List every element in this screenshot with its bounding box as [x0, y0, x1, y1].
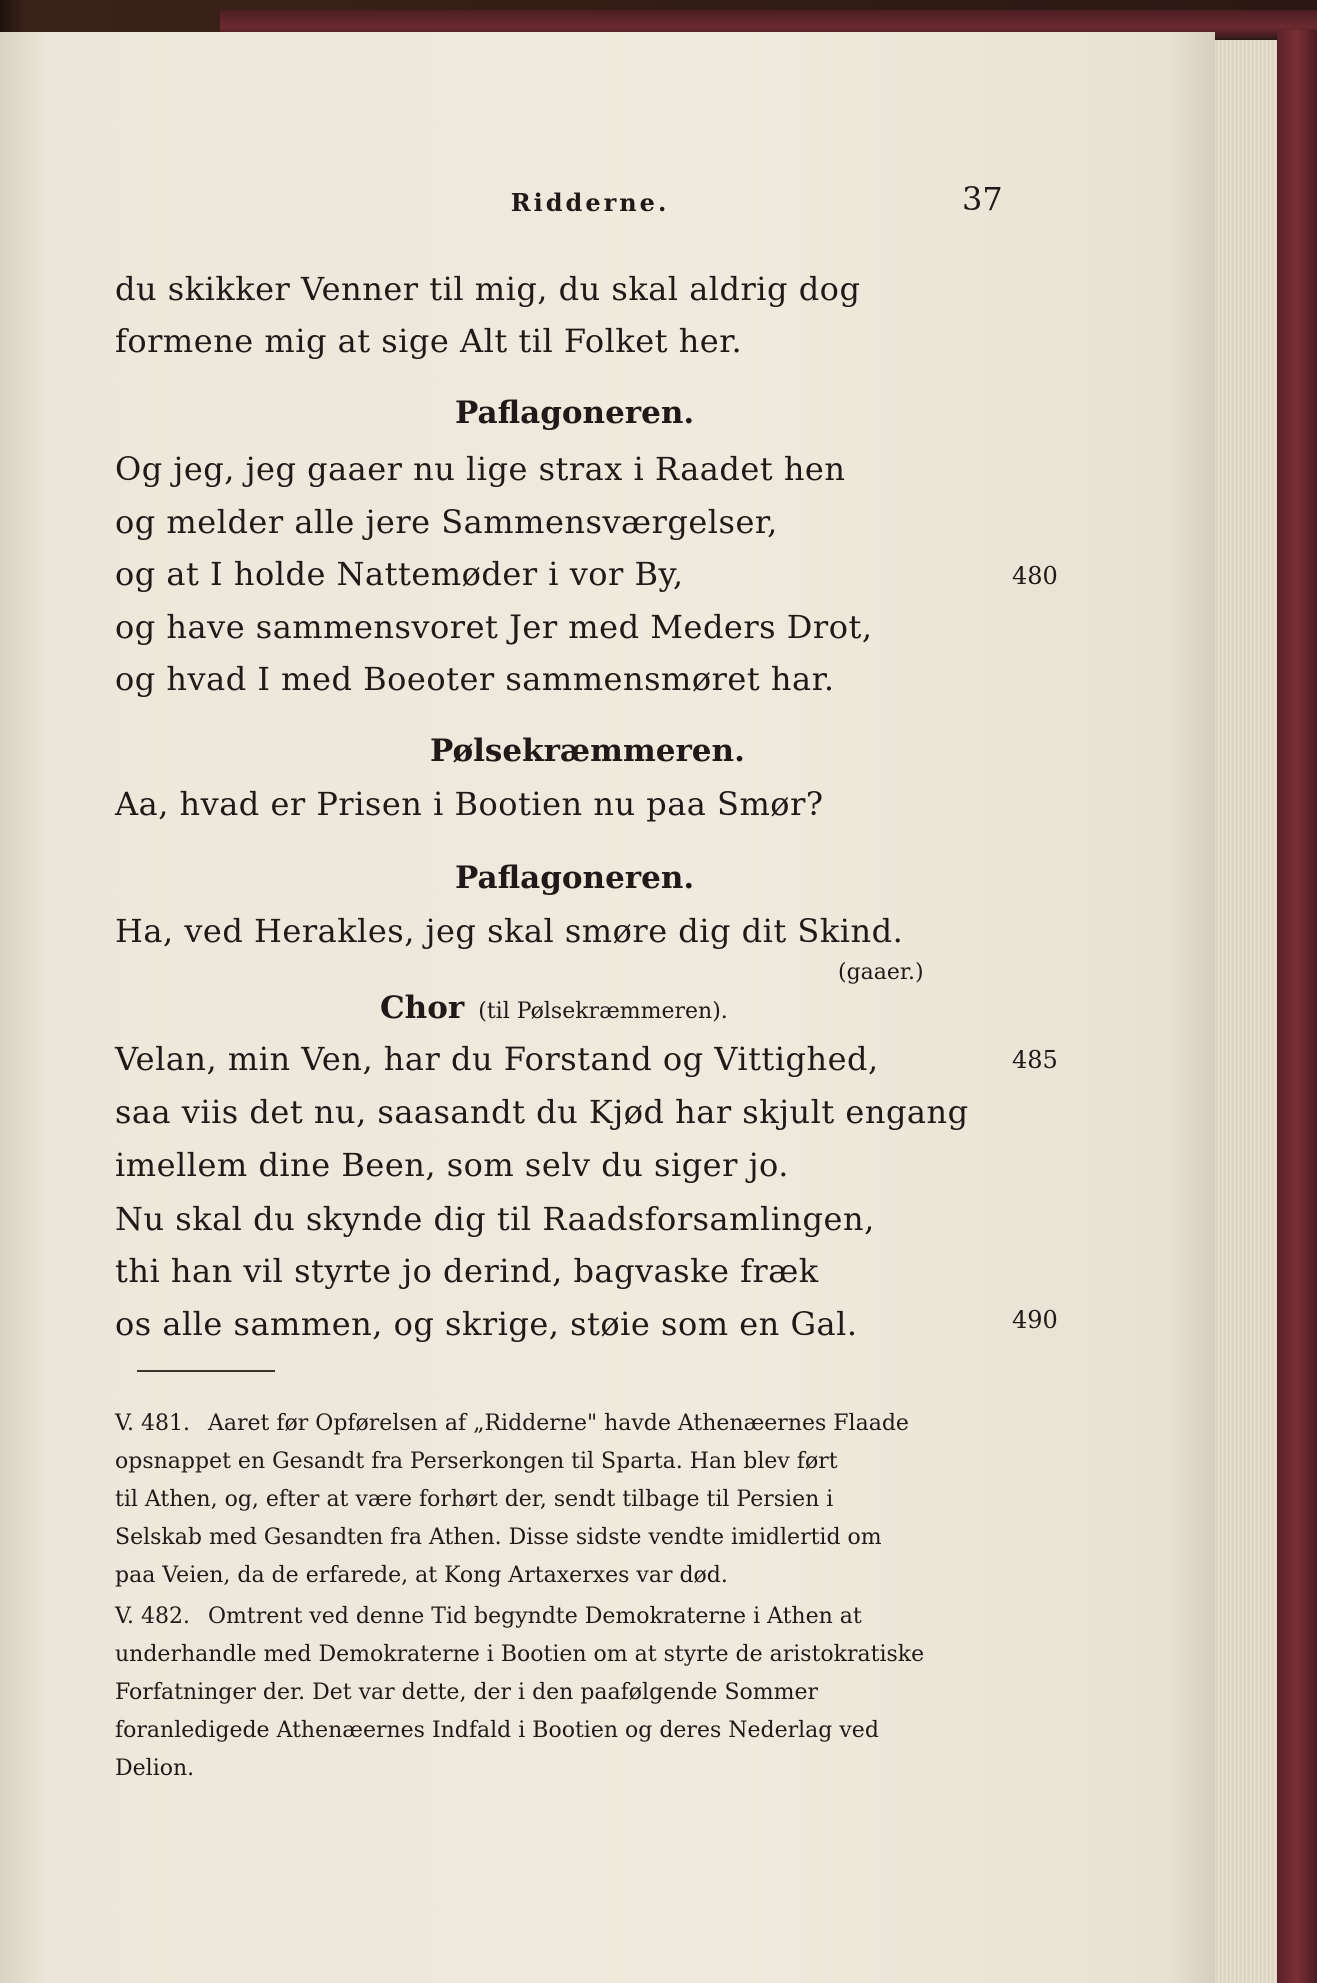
- verse-line: og at I holde Nattemøder i vor By,: [115, 555, 684, 593]
- footnote: [115, 1598, 1015, 1788]
- line-number: 490: [1012, 1306, 1058, 1334]
- footnote-ref: V. 482.: [115, 1604, 191, 1629]
- speaker-name: Paflagoneren.: [455, 860, 695, 896]
- footnote-text: Omtrent ved denne Tid begyndte Demokraterne i Athen at: [208, 1604, 862, 1629]
- running-title: Ridderne.: [510, 188, 670, 217]
- verse-line: Og jeg, jeg gaaer nu lige strax i Raadet hen: [115, 450, 846, 488]
- chor-heading: [380, 990, 728, 1026]
- verse-line: og hvad I med Boeoter sammensmøret har.: [115, 660, 835, 698]
- line-number: 480: [1012, 562, 1058, 590]
- footnote-text: Aaret før Opførelsen af „Ridderne" havde Athenæernes Flaade: [208, 1411, 909, 1436]
- verse-line: og melder alle jere Sammensværgelser,: [115, 503, 778, 541]
- verse-line: Ha, ved Herakles, jeg skal smøre dig dit Skind.: [115, 912, 904, 950]
- verse-line: saa viis det nu, saasandt du Kjød har skjult engang: [115, 1093, 969, 1131]
- footnote-text: til Athen, og, efter at være forhørt der, sendt tilbage til Persien i: [115, 1487, 834, 1512]
- footnote-text: Forfatninger der. Det var dette, der i den paafølgende Sommer: [115, 1680, 819, 1705]
- stage-direction: (gaaer.): [838, 960, 924, 985]
- footnote-text: underhandle med Demokraterne i Bootien om at styrte de aristokratiske: [115, 1642, 925, 1667]
- footnote-text: paa Veien, da de erfarede, at Kong Artaxerxes var død.: [115, 1563, 728, 1588]
- footnote-text: Delion.: [115, 1756, 195, 1781]
- verse-line: Velan, min Ven, har du Forstand og Vittighed,: [115, 1040, 879, 1078]
- verse-line: imellem dine Been, som selv du siger jo.: [115, 1146, 789, 1184]
- footnote-text: foranledigede Athenæernes Indfald i Bootien og deres Nederlag ved: [115, 1718, 879, 1743]
- verse-line: du skikker Venner til mig, du skal aldrig dog: [115, 270, 861, 308]
- line-number: 485: [1012, 1046, 1058, 1074]
- speaker-name: Paflagoneren.: [455, 395, 695, 431]
- verse-line: Aa, hvad er Prisen i Bootien nu paa Smør?: [115, 785, 824, 823]
- verse-line: formene mig at sige Alt til Folket her.: [115, 322, 743, 360]
- speaker-name: Chor: [380, 990, 465, 1026]
- footnote-divider: [137, 1370, 275, 1372]
- footnote-ref: V. 481.: [115, 1411, 191, 1436]
- verse-line: og have sammensvoret Jer med Meders Drot,: [115, 608, 873, 646]
- page-number: 37: [962, 180, 1003, 218]
- page-edges: [1215, 40, 1277, 1983]
- speaker-name: Pølsekræmmeren.: [430, 733, 745, 769]
- verse-line: os alle sammen, og skrige, støie som en Gal.: [115, 1305, 858, 1343]
- speaker-aside: (til Pølsekræmmeren).: [478, 999, 728, 1024]
- footnote-text: Selskab med Gesandten fra Athen. Disse sidste vendte imidlertid om: [115, 1525, 882, 1550]
- book-binding: [1277, 30, 1317, 1983]
- verse-line: Nu skal du skynde dig til Raadsforsamlingen,: [115, 1200, 875, 1238]
- footnote-text: opsnappet en Gesandt fra Perserkongen til Sparta. Han blev ført: [115, 1449, 838, 1474]
- verse-line: thi han vil styrte jo derind, bagvaske fræk: [115, 1252, 819, 1290]
- footnote: [115, 1405, 1015, 1595]
